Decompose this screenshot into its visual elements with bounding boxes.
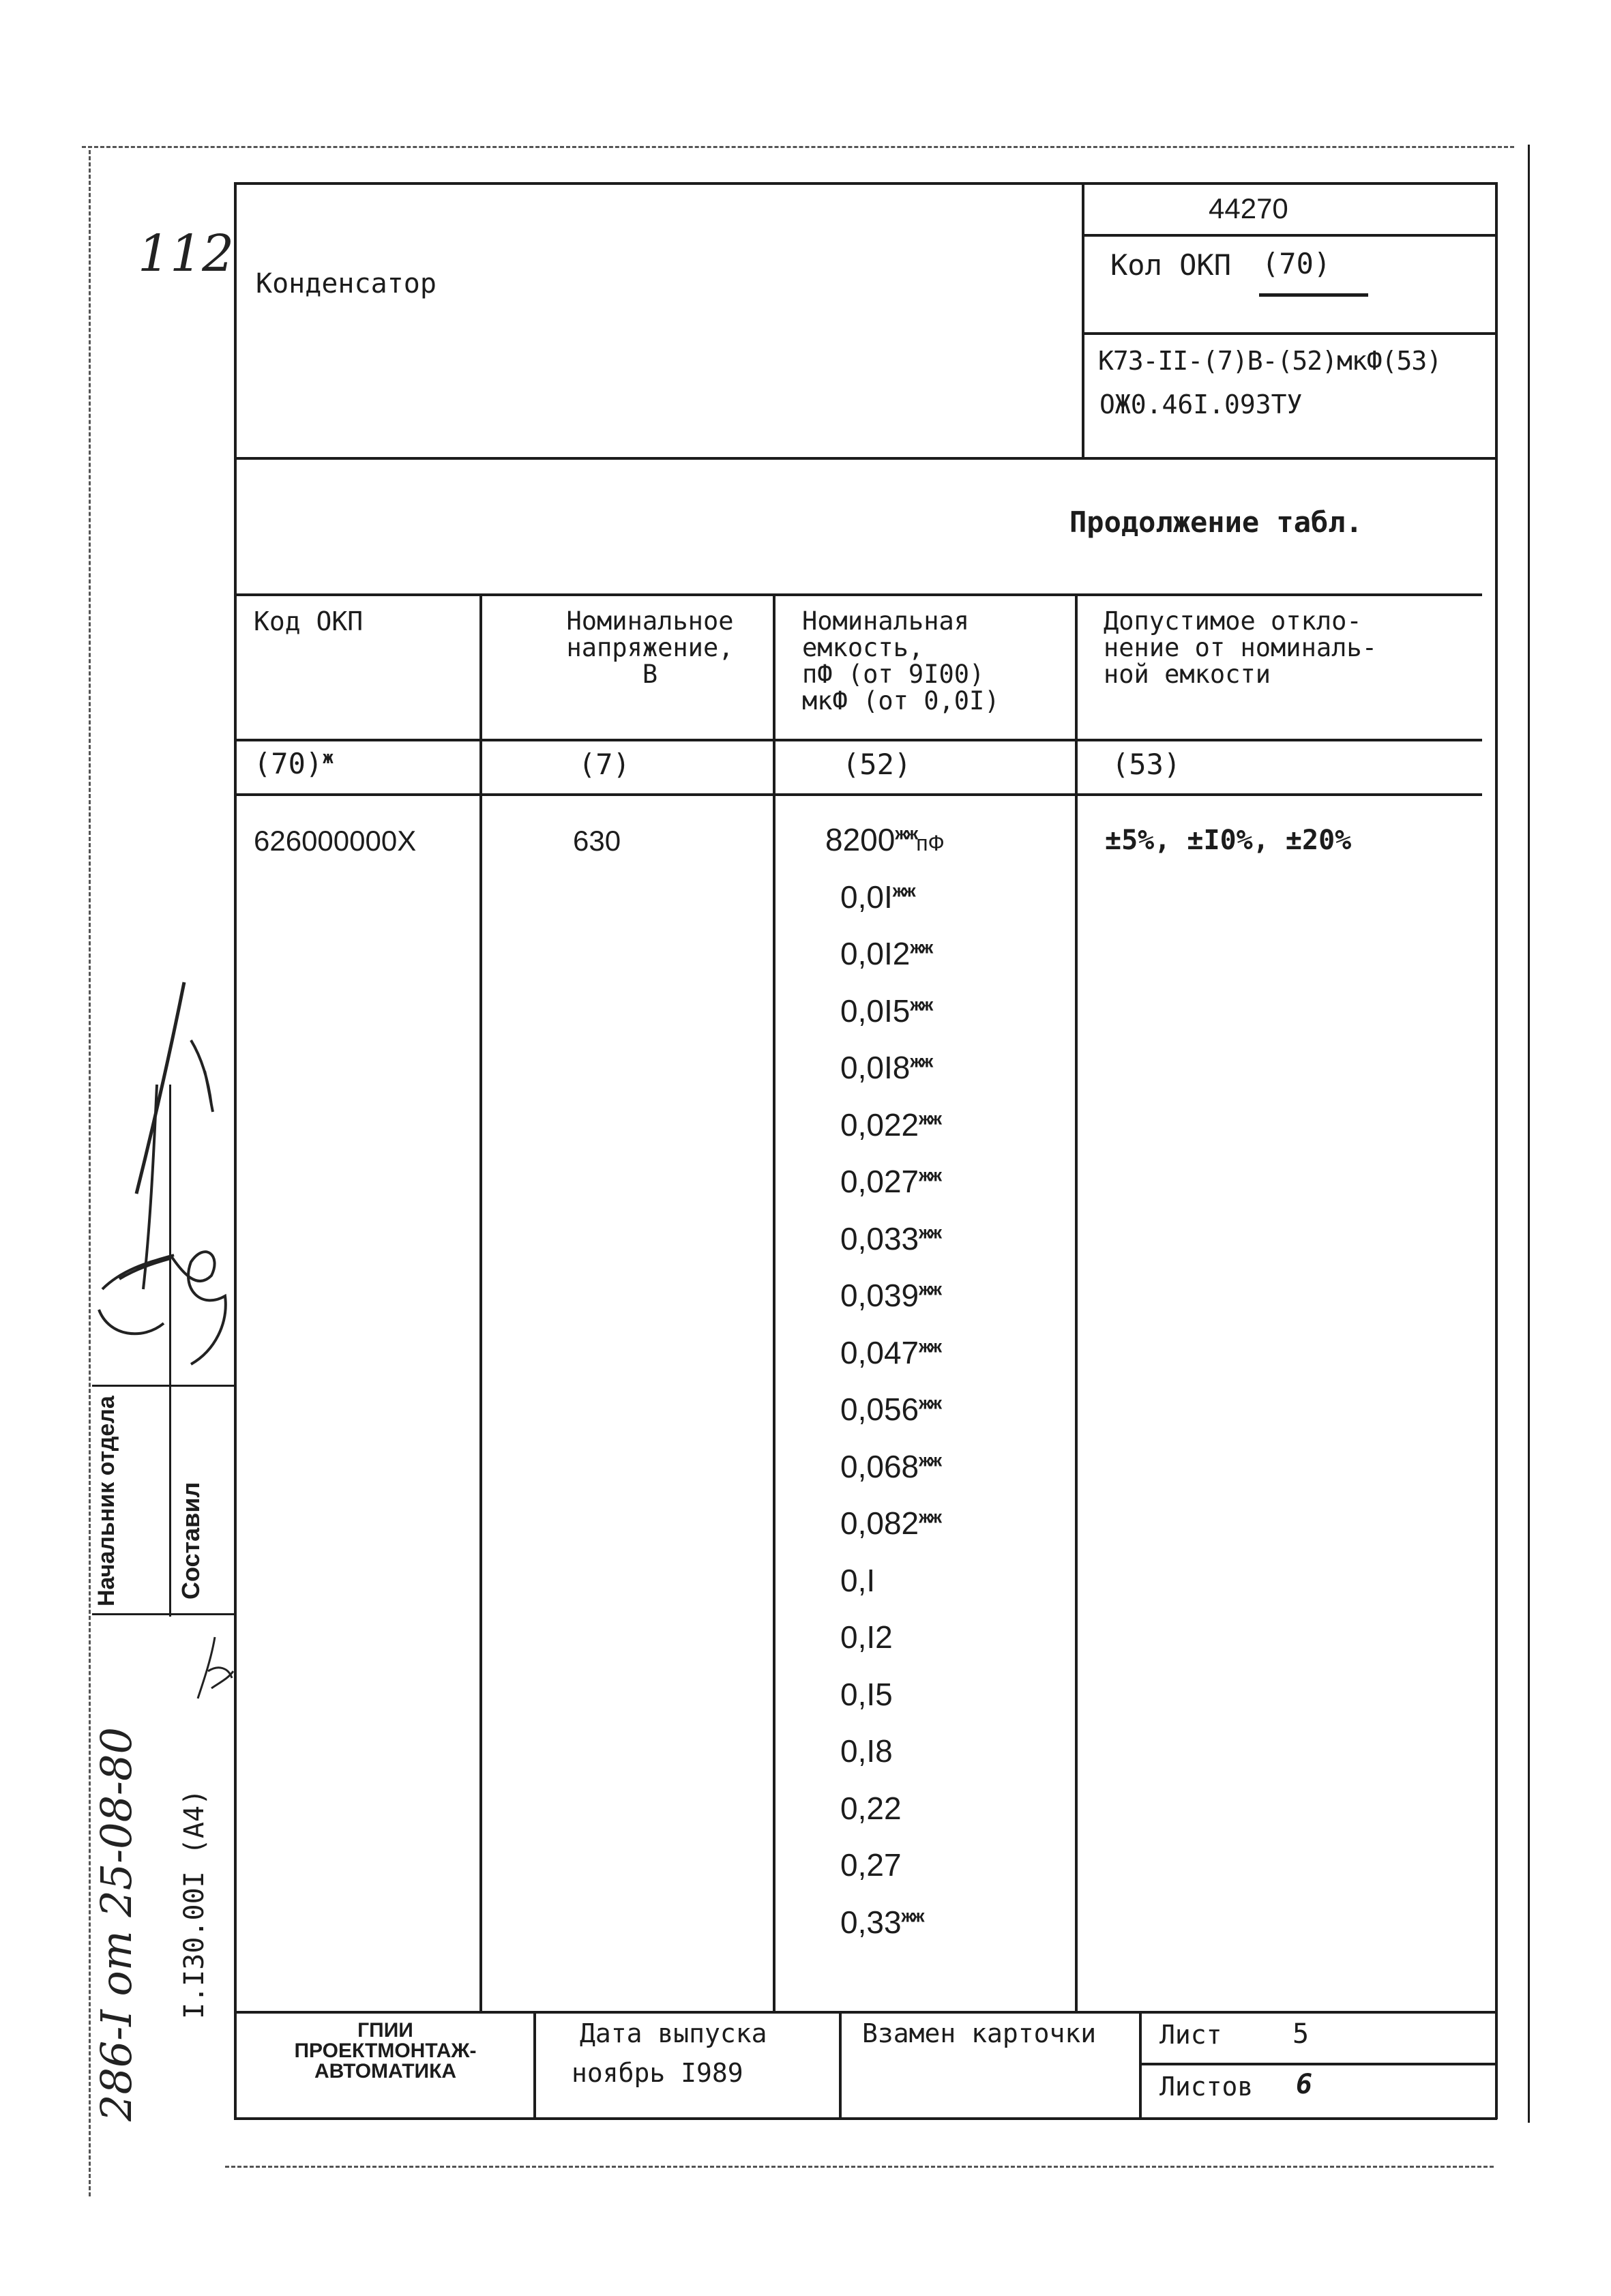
capacitance-value — [840, 1735, 893, 1767]
signature-small-stroke — [198, 1637, 233, 1698]
scan-bottom-edge — [225, 2166, 1494, 2168]
col-header-okp: Код ОКП — [254, 606, 364, 636]
capacitance-value — [825, 824, 945, 855]
signatures — [89, 969, 246, 1392]
capacitance-value — [840, 1904, 923, 1940]
col-ref-capacitance: (52) — [842, 748, 912, 781]
capacitance-value — [840, 1166, 940, 1197]
capacitance-number: 0,022 — [840, 1106, 919, 1143]
scan-right-edge — [1528, 145, 1530, 2123]
signature-compiled — [171, 1252, 226, 1364]
capacitance-value — [840, 1394, 940, 1425]
footnote-mark: жж — [910, 1050, 932, 1072]
capacitance-value — [840, 992, 932, 1029]
capacitance-value — [840, 1507, 940, 1539]
col-ref-voltage: (7) — [578, 748, 630, 781]
okp-code-ref: (70) — [1262, 247, 1331, 280]
footer-top-line — [234, 2011, 1497, 2014]
form-code: I.I30.00I (А4) — [179, 1789, 210, 2019]
capacitance-value — [840, 1621, 893, 1653]
header-divider — [1082, 182, 1084, 460]
capacitance-value — [840, 1334, 940, 1370]
footnote-mark: жж — [919, 1336, 940, 1357]
footer-sheet-line — [1139, 2063, 1497, 2065]
capacitance-value — [840, 881, 914, 913]
footnote-mark: жж — [919, 1449, 940, 1471]
compiled-label: Составил — [177, 1482, 205, 1600]
col-divider-3 — [1075, 593, 1078, 2012]
card-number: 44270 — [1209, 192, 1288, 224]
frame-right — [1495, 182, 1498, 2119]
issue-date: ноябрь I989 — [572, 2058, 743, 2088]
capacitance-number: 0,0I — [840, 879, 893, 915]
capacitance-number: 0,I2 — [840, 1619, 893, 1655]
capacitance-number: 0,22 — [840, 1790, 902, 1826]
capacitance-value — [840, 1849, 902, 1881]
capacitance-value — [840, 1448, 940, 1484]
voltage-value: 630 — [573, 825, 621, 857]
frame-top — [234, 182, 1497, 185]
capacitance-number: 0,0I5 — [840, 992, 911, 1029]
col-ref-tolerance: (53) — [1112, 748, 1181, 781]
col-header-voltage: Номинальное напряжение, В — [566, 606, 734, 689]
signature-stroke-3 — [143, 1085, 157, 1289]
sheets-total: 6 — [1296, 2069, 1313, 2100]
designation: К73-II-(7)В-(52)мкФ(53) — [1098, 346, 1442, 376]
spec-number: ОЖ0.46I.093ТУ — [1099, 389, 1303, 420]
okp-code-value: 626000000Х — [254, 825, 417, 857]
sheet-label: Лист — [1159, 2020, 1222, 2050]
capacitance-number: 0,027 — [840, 1164, 919, 1199]
col-ref-okp: $(70)^ж$ — [254, 747, 331, 780]
signature-stroke-1 — [136, 982, 184, 1194]
footnote-mark: жж — [919, 1222, 940, 1243]
footer-divider-1 — [533, 2011, 536, 2120]
continuation-label: Продолжение табл. — [1069, 505, 1363, 539]
table-top-line — [234, 593, 1482, 596]
capacitance-value — [840, 1280, 940, 1311]
table-refs-line — [234, 793, 1482, 796]
signature-small — [191, 1630, 239, 1705]
capacitance-value — [840, 938, 931, 969]
footer-divider-3 — [1139, 2011, 1142, 2120]
capacitance-number: 0,I5 — [840, 1676, 893, 1712]
col-header-capacitance: Номинальная емкость, пФ (от 9I00) мкФ (от 0,0I) — [802, 606, 1000, 716]
okp-code-label: Кол ОКП — [1110, 248, 1232, 282]
signature-head — [99, 1255, 174, 1334]
footnote-mark: жж — [910, 937, 932, 958]
footnote-mark: жж — [892, 880, 914, 901]
tolerance-value: ±5%, ±I0%, ±20% — [1105, 825, 1352, 856]
capacitance-number: 0,33 — [840, 1904, 902, 1940]
col-header-tolerance: Допустимое откло- нение от номиналь- ной емкости — [1104, 606, 1377, 689]
capacitance-number: 0,I — [840, 1562, 876, 1598]
signature-stroke-2 — [191, 1040, 213, 1112]
replaces-label: Взамен карточки — [862, 2018, 1097, 2048]
header-bottom-line — [234, 457, 1497, 460]
handwritten-page-number: 112 — [138, 224, 235, 283]
sheets-label: Листов — [1159, 2072, 1254, 2102]
table-header-line — [234, 739, 1482, 741]
footnote-mark: жж — [910, 994, 932, 1015]
col-divider-2 — [773, 593, 775, 2012]
handwritten-note: 286-I от 25-08-80 — [91, 1727, 141, 2121]
footnote-mark: ж — [323, 748, 331, 768]
footnote-mark: жж — [901, 1905, 923, 1926]
scan-top-edge — [82, 146, 1514, 148]
issue-date-label: Дата выпуска — [580, 2018, 767, 2048]
sheet-number: 5 — [1292, 2018, 1310, 2050]
capacitance-number: 0,047 — [840, 1334, 919, 1370]
product-name: Конденсатор — [256, 268, 437, 299]
organization: ГПИИ ПРОЕКТМОНТАЖ- АВТОМАТИКА — [294, 2019, 477, 2082]
capacitance-unit: пФ — [916, 831, 945, 855]
capacitance-value — [840, 1790, 902, 1826]
footer-divider-2 — [839, 2011, 842, 2120]
col-divider-1 — [479, 593, 482, 2012]
capacitance-value — [840, 1106, 940, 1143]
capacitance-number: 0,0I2 — [840, 936, 911, 971]
capacitance-number: 0,033 — [840, 1220, 919, 1256]
footnote-mark: жж — [919, 1108, 940, 1129]
capacitance-number: 0,082 — [840, 1505, 919, 1541]
header-right-line-2 — [1082, 332, 1497, 335]
capacitance-value — [840, 1052, 931, 1083]
capacitance-number: 0,0I8 — [840, 1050, 911, 1085]
footnote-mark: жж — [919, 1164, 940, 1186]
footnote-mark: жж — [919, 1392, 940, 1413]
capacitance-value — [840, 1220, 940, 1256]
capacitance-number: 8200 — [825, 822, 896, 857]
footnote-mark: жж — [919, 1506, 940, 1527]
frame-bottom — [234, 2117, 1497, 2120]
header-right-line-1 — [1082, 234, 1497, 237]
okp-code-underline — [1259, 293, 1368, 297]
capacitance-value — [840, 1676, 893, 1712]
head-label: Начальник отдела — [93, 1396, 119, 1606]
capacitance-number: 0,27 — [840, 1847, 902, 1883]
capacitance-value — [840, 1562, 876, 1598]
footnote-mark: жж — [895, 823, 917, 844]
capacitance-number: 0,039 — [840, 1278, 919, 1313]
capacitance-number: 0,I8 — [840, 1733, 893, 1769]
side-line-2 — [92, 1613, 235, 1615]
capacitance-number: 0,056 — [840, 1392, 919, 1427]
capacitance-number: 0,068 — [840, 1448, 919, 1484]
footnote-mark: жж — [919, 1278, 940, 1299]
